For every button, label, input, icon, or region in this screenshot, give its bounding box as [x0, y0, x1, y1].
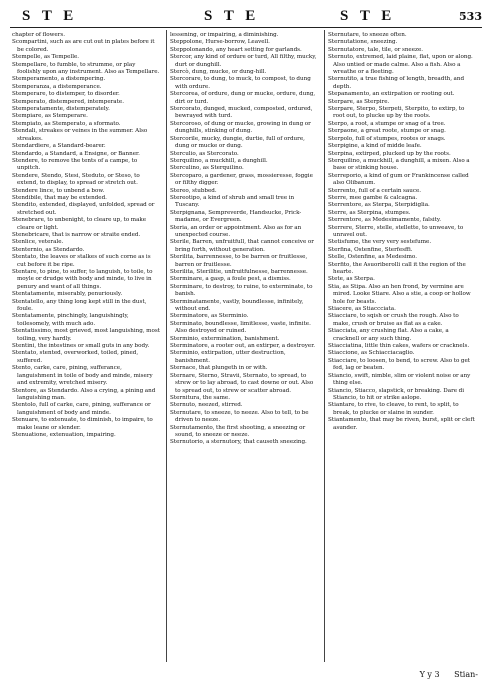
page-footer: [408, 670, 478, 679]
dictionary-entry: Sternutare, to sneeze often.: [328, 32, 407, 38]
running-head-right: S T E: [340, 8, 396, 24]
dictionary-entry: Stiacciata, any crushing flat. Also a cake, a cracknell or any such thing.: [328, 328, 449, 342]
dictionary-entry: Stentore, as Stendardo. Also a crying, a pining and languishing man.: [12, 387, 156, 401]
catchword: Stian-: [454, 670, 478, 679]
dictionary-entry: Stendere lince, to unbend a bow.: [12, 187, 105, 194]
dictionary-entry: Sterilita, Sterilitie, unfruitfulnesse, barrennesse.: [170, 269, 308, 275]
running-head-center: S T E: [204, 8, 260, 24]
dictionary-entry: Stemperanza, a distemperance.: [12, 83, 102, 90]
dictionary-entry: Sterrentore, as Sterpa, Sterpidiglia.: [328, 202, 430, 209]
dictionary-entry: Sterminatore, as Sterminio.: [170, 313, 249, 320]
dictionary-entry: Sternuto, neezed, stirred.: [170, 402, 243, 409]
dictionary-entry: Stelle, Ostenfine, as Medesimo.: [328, 254, 417, 261]
dictionary-entry: Stetisfume, the very very sestefume.: [328, 239, 432, 246]
dictionary-entry: Stemperare, to distemper, to disorder.: [12, 91, 120, 98]
dictionary-entry: Stentini, the intestines or small guts in any body.: [12, 343, 150, 350]
dictionary-entry: Stiancio, swift, nimble, slim or violent noise or any thing else.: [328, 372, 471, 387]
dictionary-entry: Sterminato, boundlesse, limitlesse, vaste, infinite. Also destroyed or ruined.: [170, 320, 311, 335]
dictionary-entry: Sterminio, extirpation, utter destruction, banishment.: [170, 350, 286, 364]
dictionary-entry: Stiaccione, as Schiacciacaglio.: [328, 350, 415, 357]
dictionary-entry: chapter of flowers.: [12, 32, 65, 38]
dictionary-entry: Sterpaone, a great roote, stumpe or snag.: [328, 128, 446, 135]
dictionary-entry: Sternutatione, sneezing.: [328, 39, 398, 46]
dictionary-entry: Sternutatore, tale, tile, or sneeze.: [328, 46, 424, 53]
dictionary-entry: Sternuto, extremed, laid plaine, flat, upon or along. Also untied or made calme. Also a fish. Also a wreathe or a fleeting.: [328, 54, 473, 76]
dictionary-entry: Sterculino, as Sterquilino.: [170, 165, 244, 172]
dictionary-entry: Steppolone, Hurse-borrow, Leavell.: [170, 39, 270, 46]
dictionary-entry: Stepanamento, an extirpation or rooting out.: [328, 91, 455, 98]
dictionary-entry: Stempiato, as Stemperato, a sformato.: [12, 120, 121, 127]
dictionary-entry: Sterfina, Ostenfine, Sterfesffi.: [328, 246, 413, 253]
dictionary-entry: Sterminio, extermination, banishment.: [170, 335, 280, 342]
column-right: [328, 32, 476, 660]
dictionary-entry: Steria, an order or appointment. Also as for an unexpected course.: [170, 224, 302, 238]
dictionary-entry: Stentatissimo, most grieved, most languishing, most toiling, very hardly.: [12, 328, 160, 342]
dictionary-entry: Stia, as Stipa. Also an hen frond, by vermine are mired. Looke Stiare. Also a stie, a coop or hollow hole for beasts.: [328, 283, 471, 305]
column-middle: [170, 32, 318, 660]
dictionary-entry: Stereotipo, a kind of shrub and small tree in Tuscany.: [170, 194, 295, 209]
dictionary-entry: Stentatello, any thing long kept still in the dust, foule.: [12, 298, 147, 313]
dictionary-entry: Sternace, that plungeth in or with.: [170, 365, 268, 372]
dictionary-entry: Stercoroso, of dung or mucke, growing in dung or dunghills, stinking of dung.: [170, 120, 311, 135]
dictionary-entry: Sterfito, the Asuoriberolli call it the region of the hearte.: [328, 261, 466, 275]
dictionary-entry: Sternitura, the same.: [170, 394, 231, 401]
dictionary-entry: Sterminatore, a rooter out, an extirper, a destroyer.: [170, 343, 316, 350]
dictionary-entry: Stenebricare, that is narrow or straite ended.: [12, 231, 141, 238]
dictionary-entry: Stiacere, as Stiaccciata.: [328, 306, 396, 313]
dictionary-entry: Sterpignana, Sempreverde, Handsucke, Prick-madame, or Evergreen.: [170, 209, 302, 224]
dictionary-entry: Stempellare, to fumble, to strumme, or play foolishly upon any instrument. Also as Tempellare.: [12, 61, 160, 76]
dictionary-entry: Stendere, Stendo, Stesi, Steduto, or Steso, to extend, to display, to spread or stretch out.: [12, 172, 140, 187]
dictionary-entry: Stentolo, full of carke, care, pining, sufferance or languishment of body and minde.: [12, 402, 151, 416]
dictionary-entry: Sternutorio, a sternutory, that causeth sneezing.: [170, 439, 307, 446]
dictionary-entry: Stercorato, dunged, mucked, composted, ordured, bewrayed with turd.: [170, 106, 313, 120]
dictionary-entry: Stiacciare, to loosen, to bend, to screw. Also to get fed, lag or beaten.: [328, 357, 471, 372]
dictionary-entry: Sterpolo, full of stumpes, rootes or snags.: [328, 135, 446, 142]
dictionary-entry: Stiantamento, that may be riven, burst, split or cleft asunder.: [328, 417, 475, 431]
dictionary-entry: Stete, as Sterpa.: [328, 276, 375, 283]
dictionary-entry: Stercò, dung, mucke, or dung-hill.: [170, 69, 267, 76]
dictionary-entry: Sternutito, a true fishing of length, breadth, and depth.: [328, 76, 465, 90]
dictionary-entry: Stenuare, to extenuate, to diminish, to impaire, to make leane or slender.: [12, 417, 153, 431]
running-head-left: S T E: [22, 8, 78, 24]
dictionary-entry: Sternutamento, the first shooting, a sneezing or sound, to sneeze or neeze.: [170, 424, 306, 438]
dictionary-entry: Sterminare, to destroy, to ruine, to exterminate, to banish.: [170, 283, 313, 298]
dictionary-entry: Stendito, extended, displayed, unfolded, spread or stretched out.: [12, 202, 155, 216]
dictionary-entry: Stenternio, as Stendardo.: [12, 246, 85, 253]
dictionary-entry: Stercoparo, a gardener, grass, mossieresse, foggie or filthy digger.: [170, 172, 313, 187]
dictionary-entry: Stentatamente, miserably, penuriously.: [12, 291, 123, 298]
dictionary-entry: Stemperamento, a distempering.: [12, 76, 106, 83]
dictionary-entry: Stendali, streakes or veines in the summer. Also streakes.: [12, 128, 148, 142]
dictionary-entry: Sternare, Sterno, Stravii, Sternato, to spread, to strew or to lay abroad, to cast downe or out. Also to spread out, to strew or scatter abroad.: [170, 372, 314, 394]
dictionary-entry: Sterpina, extirped, plucked up by the roots.: [328, 150, 451, 157]
dictionary-entry: Stentatamente, pinchingly, languishingly, toilesomely, with much ado.: [12, 313, 129, 327]
dictionary-entry: Scompartini, such as are cut out in plates before it be colored.: [12, 39, 155, 53]
dictionary-entry: Stenebrare, to unbenight, to cleare up, to make cleare or light.: [12, 217, 147, 231]
dictionary-entry: Sterquilino, a muckhill, a dunghill.: [170, 157, 268, 164]
dictionary-entry: Sternutare, to sneeze, to neeze. Also to tell, to be driven to neeze.: [170, 409, 309, 424]
page-number: 533: [459, 10, 482, 23]
dictionary-entry: Stendardo, a Standard, a Ensigne, or Banner.: [12, 150, 140, 157]
dictionary-entry: Sterpo, a root, a stumpe or snag of a tree.: [328, 120, 446, 127]
dictionary-entry: lessening, or impairing, a diminishing.: [170, 32, 279, 38]
dictionary-entry: Stentare, to pine, to suffer, to languish, to toile, to moyle or drudge with body and minde, to live in penury and want of all things.: [12, 269, 153, 290]
dictionary-entry: Sterpare, as Sterpire.: [328, 98, 390, 105]
dictionary-entry: Sterreporio, a kind of gum or Frankincense called also Olibanum.: [328, 172, 469, 187]
dictionary-entry: Stercor, any kind of ordure or turd, All filthy, mucky, durt or dunghill.: [170, 54, 317, 68]
entry-columns: [12, 32, 484, 662]
dictionary-entry: Sterilita, barrennesse, to be barren or fruitlesse, barren or fruitlesse.: [170, 254, 308, 268]
dictionary-entry: Stenuatione, extenuation, impairing.: [12, 431, 116, 438]
dictionary-entry: Sterpigine, a kind of midde leafe.: [328, 143, 422, 150]
dictionary-entry: Stentato, stented, overworked, toiled, pined, suffered.: [12, 350, 139, 364]
dictionary-entry: Stenlice, veterale.: [12, 239, 64, 246]
dictionary-entry: Stemperatamente, distemperately.: [12, 106, 110, 113]
dictionary-entry: Stercorea, of ordure, dung or mucke, ordure, dung, dirt or turd.: [170, 91, 316, 105]
dictionary-entry: Stempelle, as Tempelle.: [12, 54, 80, 61]
column-left: [12, 32, 160, 660]
dictionary-entry: Steppolonando, any heart setting for garlands.: [170, 46, 302, 53]
dictionary-entry: Sterre, mee gambe & calcagna.: [328, 194, 418, 201]
dictionary-entry: Stiancio, Stiacco, slapstick, or breaking. Dare di Stiancio, to hit or strike aslope.: [328, 387, 464, 401]
dictionary-entry: Stendibile, that may be extended.: [12, 194, 107, 201]
dictionary-entry: Sterpare, Sterpo, Sterpeti, Sterpito, to extirp, to root out, to plucke up by the roots.: [328, 106, 465, 120]
dictionary-entry: Stercorare, to dung, to muck, to compost, to dung with ordure.: [170, 76, 311, 90]
dictionary-entry: Sterile, Barren, unfruitfull, that cannot conceive or bring forth, without generation.: [170, 239, 314, 253]
dictionary-entry: Stiacciatina, little thin cakes, wafers or cracknels.: [328, 343, 470, 350]
dictionary-entry: Stemperato, distempered, intemperate.: [12, 98, 124, 105]
dictionary-entry: Sterquilino, a muckhill, a dunghill, a mixen. Also a base or stinking house.: [328, 157, 470, 172]
dictionary-entry: Stendardiere, a Standard-bearer.: [12, 143, 106, 150]
dictionary-entry: Sterrere, Sterre, stelle, stellette, to unweave, to unravel out.: [328, 224, 464, 238]
dictionary-entry: Stempiare, as Stemperare.: [12, 113, 88, 120]
dictionary-entry: Sterminatamente, vastly, boundlesse, infinitely, without end.: [170, 298, 304, 313]
dictionary-entry: Sterrento, full of a certain sauce.: [328, 187, 422, 194]
dictionary-entry: Sterre, as Sterpina, stumpes.: [328, 209, 411, 216]
dictionary-entry: Stereo, stubbed.: [170, 187, 217, 194]
dictionary-entry: Sterculio, as Stercorato.: [170, 150, 239, 157]
signature-mark: Y y 3: [419, 670, 440, 679]
dictionary-entry: Stercorile, mucky, dungie, durtie, full of ordure, dung or mucke or dung.: [170, 135, 305, 150]
dictionary-entry: Stento, carke, care, pining, sufferance, languishment in toile of body and minde, misery and extremity, wretched misery.: [12, 365, 153, 387]
dictionary-entry: Sterminare, a gasp, a foule pest, a dismiss.: [170, 276, 291, 283]
dictionary-entry: Stendere, to remove the tents of a campe, to unpitch.: [12, 157, 138, 172]
dictionary-entry: Stiacciare, to sqish or crush the rough. Also to make, crush or bruise as flat as a cake.: [328, 313, 459, 327]
dictionary-entry: Sterrentore, as Medesimamente, falsity.: [328, 217, 442, 224]
header-rule: [10, 27, 482, 28]
dictionary-entry: Stiantare, to rive, to cleave, to rent, to split, to break, to plucke or slaine in sunder.: [328, 402, 459, 416]
dictionary-entry: Stentato, the leaves or stalkes of such corne as is cut before it be ripe.: [12, 254, 151, 268]
